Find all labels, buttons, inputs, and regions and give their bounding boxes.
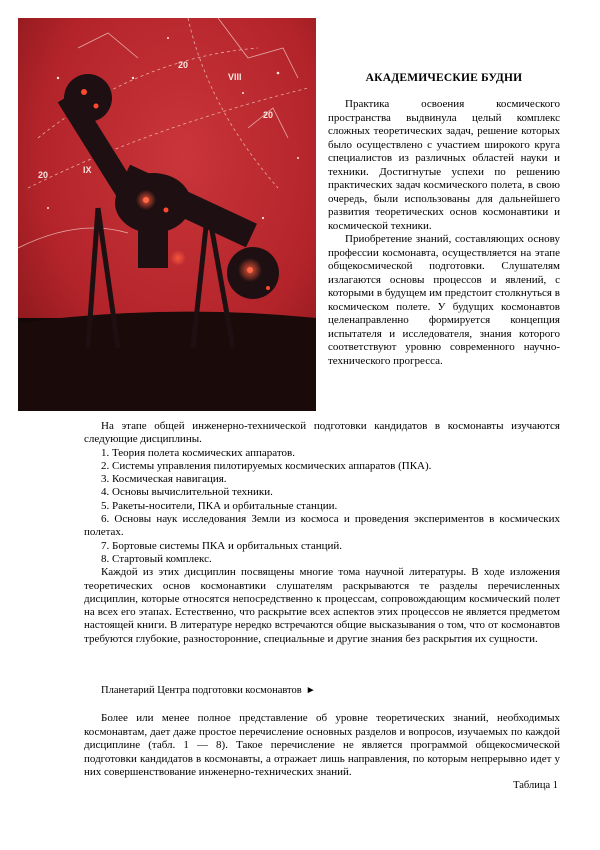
dome-marking: 20	[38, 170, 49, 180]
body-paragraph: Каждой из этих дисциплин посвящены многие тома научной литературы. В ходе изложения теоретических основ космонавтики слушателям раскрываются те разделы перечисленных дисциплин, которые относятся непосредственно к процессам, сопровождающим космический полет на всех его этапах. Естественно, что раскрытие всех аспектов этих процессов не является предметом настоящей книги. В литературе нередко встречаются общие высказывания о том, что от космонавтов требуются глубокие, разносторонние, специальные и другие знания без раскрытия их сущности.	[84, 566, 560, 645]
side-paragraph: Приобретение знаний, составляющих основу профессии космонавта, осуществляется на этапе общекосмической подготовки. Слушателям излагаются основы процессов и явлений, с которыми в будущем им предстоит столкнуться в космическом полете. У будущих космонавтов целенаправленно формируется концепция испытателя и исследователя, знания которого соответствуют уровню современного научно-технического прогресса.	[328, 233, 560, 367]
planetarium-photo	[18, 18, 316, 411]
dome-marking: VIII	[228, 72, 242, 82]
list-item: 3. Космическая навигация.	[101, 473, 227, 486]
list-item: 4. Основы вычислительной техники.	[101, 486, 273, 499]
disciplines-list	[84, 447, 560, 567]
side-column	[328, 98, 560, 368]
side-paragraph: Практика освоения космического пространства выдвинула целый комплекс сложных теоретических задач, решение которых было осуществлено с участием широкого круга специалистов из различных областей науки и техники. Достигнутые успехи по решению практических задач космического полета, в свою очередь, были использованы для дальнейшего развития теоретических основ космонавтики и космической техники.	[328, 98, 560, 232]
article-title: АКАДЕМИЧЕСКИЕ БУДНИ	[365, 72, 523, 84]
main-text	[84, 420, 560, 646]
closing-paragraph: Более или менее полное представление об уровне теоретических знаний, необходимых космонавтам, дает даже простое перечисление основных разделов и вопросов, изучаемых по каждой дисциплине (табл. 1 — 8). Такое перечисление не является программой общекосмической подготовки кандидатов в космонавты, а отражает лишь направления, по которым непрерывно идет у них совершенствование инженерно-технических знаний.	[84, 712, 560, 778]
list-item: 1. Теория полета космических аппаратов.	[101, 446, 296, 459]
intro-paragraph: На этапе общей инженерно-технической подготовки кандидатов в космонавты изучаются следующие дисциплины.	[84, 420, 560, 446]
closing-text	[84, 712, 560, 780]
list-item: 6. Основы наук исследования Земли из космоса и проведения экспериментов в космических полетах.	[84, 513, 560, 539]
photo-caption	[101, 685, 316, 696]
list-item: 2. Системы управления пилотируемых космических аппаратов (ПКА).	[101, 459, 432, 472]
right-arrow-icon: ►	[305, 685, 316, 696]
planetarium-projector-photo	[18, 18, 316, 411]
list-item: 8. Стартовый комплекс.	[101, 552, 212, 565]
list-item: 5. Ракеты-носители, ПКА и орбитальные станции.	[101, 499, 338, 512]
dome-marking: IX	[83, 165, 92, 175]
dome-marking: 20	[263, 110, 274, 120]
dome-marking: 20	[178, 60, 189, 70]
caption-text: Планетарий Центра подготовки космонавтов	[101, 685, 302, 696]
table-label: Таблица 1	[513, 780, 558, 791]
list-item: 7. Бортовые системы ПКА и орбитальных станций.	[101, 539, 343, 552]
